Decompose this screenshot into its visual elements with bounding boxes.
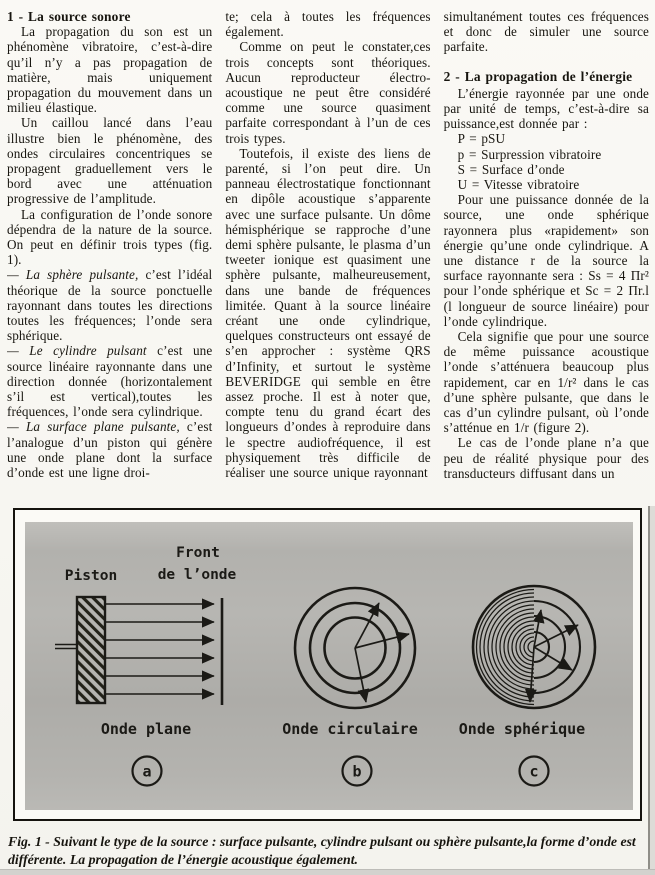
paragraph: La configuration de l’onde sonore dépendra de la nature de la source. On peut en définir trois types (fig. 1). [7, 206, 213, 268]
letter-b: b [352, 762, 362, 781]
term-surface-plane-pulsante: — La surface plane pulsante, [7, 419, 180, 435]
paragraph-text: c’est une source linéaire rayonnante dans une direction donnée (horizontalement s’il est vertical),toutes les fréquences, l’onde sera cylindrique. [7, 343, 213, 420]
paragraph-text: c’est l’idéal théorique de la source ponctuelle rayonnant dans toutes les directions toutes les fréquences; l’onde sera sphérique. [7, 267, 213, 344]
paragraph [7, 419, 212, 480]
paragraph: te; cela à toutes les fréquences également. [225, 9, 431, 40]
paragraph: Toutefois, il existe des liens de parenté, si l’on peut dire. Un panneau électrostatique fonctionnant en dipôle acoustique s’apparente avec une surface pulsante. Un dôme hémisphérique se rapproche d’une demi sphère pulsante, le plasma d’un tweeter ionique est quasiment une sphère pulsante, malheureusement, dans une bande de fréquences limitée. Quant à la source linéaire créant une onde cylindrique, quelques constructeurs ont essayé de s’en approcher : système QRS d’Infinity, et surtout le système BEVERIDGE qui semble en être assez proche. Il est à noter que, compte tenu du grand écart des longueurs d’ondes à reproduire dans le spectre audiofréquence, il est physiquement très difficile de réaliser une source unique rayonnant [225, 145, 431, 481]
scan-edge-line [648, 506, 650, 875]
paragraph [7, 267, 212, 343]
onde-circulaire-label: Onde circulaire [282, 720, 418, 738]
piston-shape [77, 597, 105, 703]
panel-onde-spherique [473, 586, 595, 708]
text-column-3 [444, 9, 649, 501]
letter-c: c [529, 762, 539, 781]
panel-onde-plane [55, 597, 222, 705]
paragraph: La propagation du son est un phénomène vibratoire, c’est-à-dire qu’il n’y a pas propagation de matière, mais uniquement propagation du mouvement dans un milieu élastique. [7, 24, 213, 116]
paragraph: Un caillou lancé dans l’eau illustre bien le phénomène, des ondes circulaires concentriques se propagent graduellement vers le bord avec une atténuation progressive de l’amplitude. [7, 115, 213, 207]
paragraph: Pour une puissance donnée de la source, une onde sphérique rayonnera plus «rapidement» son énergie qu’une onde cylindrique. A une distance r de la source la surface rayonnante sera : Ss = 4 Πr² pour l’onde sphérique et Sc = 2 Πr.l (l longueur de source linéaire) pour l’onde cylindrique. [443, 192, 649, 329]
article-text [7, 9, 649, 501]
scan-edge-haze [650, 506, 655, 875]
paragraph: Le cas de l’onde plane n’a que peu de réalité physique pour des transducteurs diffusant dans un [443, 435, 649, 481]
paragraph: Cela signifie que pour une source de même puissance acoustique l’onde s’atténuera beaucoup plus rapidement, car en 1/r² dans le cas d’une sphère pulsante, que dans le cas d’un cylindre pulsant, où l’onde s’atténue en 1/r (figure 2). [443, 329, 649, 436]
piston-label: Piston [64, 568, 118, 584]
onde-spherique-label: Onde sphérique [458, 720, 586, 738]
equation-line: p = Surpression vibratoire [457, 146, 602, 162]
paragraph: simultanément toutes ces fréquences et donc de simuler une source parfaite. [443, 9, 649, 55]
paragraph-text: c’est l’analogue d’un piston qui génère une onde plane dont la surface d’onde est une ligne droi- [7, 419, 213, 481]
text-column-1 [7, 9, 212, 501]
scan-bottom-band [0, 869, 655, 875]
equation-line: S = Surface d’onde [457, 161, 565, 177]
equation-line: P = pSU [457, 131, 506, 147]
term-cylindre-pulsant: — Le cylindre pulsant [7, 343, 147, 359]
front-onde-label-line1: Front [176, 545, 220, 561]
section-heading-2: 2 - La propagation de l’énergie [443, 68, 633, 84]
text-column-2 [225, 9, 430, 501]
front-onde-label-line2: de l’onde [157, 567, 237, 583]
figure-1-caption: Fig. 1 - Suivant le type de la source : surface pulsante, cylindre pulsant ou sphère pulsante,la forme d’onde est différente. La propagation de l’énergie acoustique également. [8, 834, 636, 867]
plane-wave-arrows [105, 604, 214, 694]
panel-onde-circulaire [295, 588, 415, 708]
equation-line: U = Vitesse vibratoire [457, 177, 580, 193]
paragraph: Comme on peut le constater,ces trois concepts sont théoriques. Aucun reproducteur électro-acoustique ne peut être considéré comme une source quasiment parfaite correspondant à l’un de ces trois types. [225, 39, 431, 146]
figure-1-photo [25, 522, 633, 810]
figure-1-frame [13, 508, 642, 821]
section-heading-1: 1 - La source sonore [7, 9, 131, 24]
wave-diagrams [25, 522, 633, 810]
onde-plane-label: Onde plane [100, 720, 192, 738]
paragraph [7, 343, 212, 419]
letter-a: a [142, 762, 152, 781]
paragraph: L’énergie rayonnée par une onde par unité de temps, c’est-à-dire sa puissance,est donnée par : [443, 85, 649, 132]
term-sphere-pulsante: — La sphère pulsante, [7, 267, 139, 283]
